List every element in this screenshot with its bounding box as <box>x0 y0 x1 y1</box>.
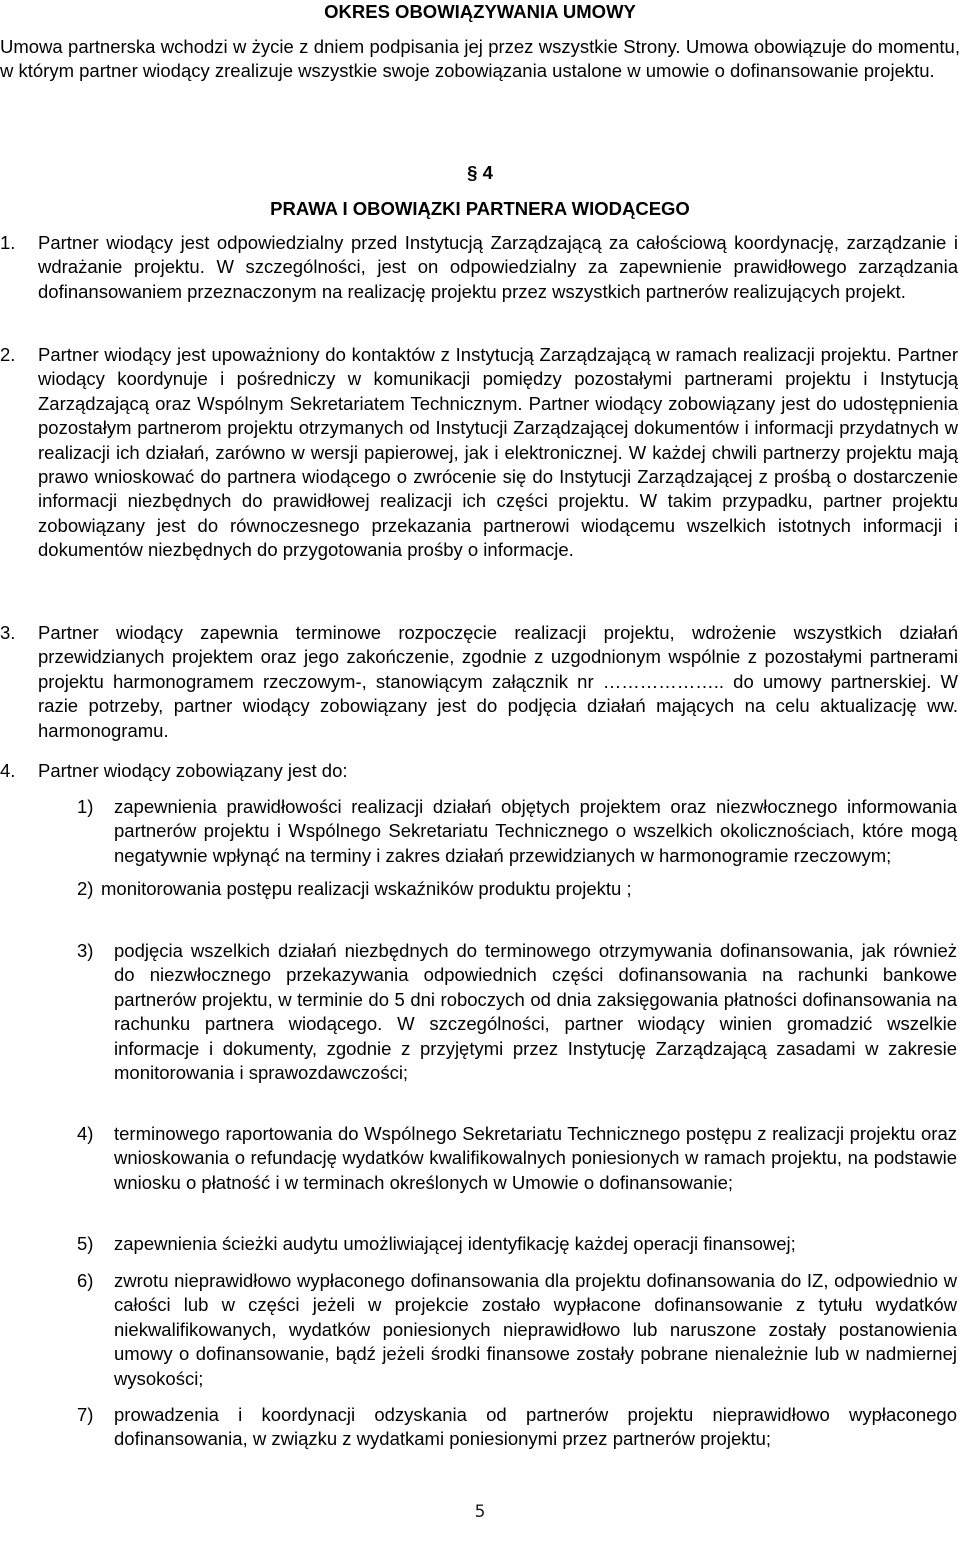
sub-point-text: podjęcia wszelkich działań niezbędnych do terminowego otrzymywania dofinansowania, jak również do niezwłocznego przekazywania odpowiednich części dofinansowania na rachunki bankowe partnerów projektu, w terminie do 5 dni roboczych od dnia zaksięgowania płatności dofinansowania na rachunku partnera wiodącego. W szczególności, partner wiodący winien gromadzić wszelkie informacje i dokumenty, zgodnie z przyjętymi przez Instytucję Zarządzającą zasadami w zakresie monitorowania i sprawozdawczości; <box>114 940 957 1084</box>
sub-point-4 <box>77 1122 957 1195</box>
point-number: 2. <box>0 344 16 365</box>
point-text: Partner wiodący zobowiązany jest do: <box>38 760 348 781</box>
sub-point-1 <box>77 795 957 868</box>
sub-point-text: zapewnienia ścieżki audytu umożliwiającej identyfikację każdej operacji finansowej; <box>114 1233 796 1254</box>
sub-point-number: 5) <box>77 1233 94 1254</box>
sub-point-number: 4) <box>77 1123 94 1144</box>
okres-paragraph: Umowa partnerska wchodzi w życie z dniem podpisania jej przez wszystkie Strony. Umowa obowiązuje do momentu, w którym partner wiodący zrealizuje wszystkie swoje zobowiązania ustalone w umowie o dofinansowanie projektu. <box>0 36 960 82</box>
point-3 <box>0 621 958 743</box>
sub-point-text: zapewnienia prawidłowości realizacji działań objętych projektem oraz niezwłocznego informowania partnerów projektu i Wspólnego Sekretariatu Technicznego o wszelkich okolicznościach, które mogą negatywnie wpłynąć na terminy i zakres działań przewidzianych w harmonogramie rzeczowym; <box>114 796 957 866</box>
point-text: Partner wiodący jest odpowiedzialny przed Instytucją Zarządzającą za całościową koordynację, zarządzanie i wdrażanie projektu. W szczególności, jest on odpowiedzialny za zapewnienie prawidłowego zarządzania dofinansowaniem przeznaczonym na realizację projektu przez wszystkich partnerów realizujących projekt. <box>38 232 958 302</box>
page-number: 5 <box>474 1502 486 1522</box>
sub-point-5 <box>77 1232 957 1256</box>
point-text: Partner wiodący zapewnia terminowe rozpoczęcie realizacji projektu, wdrożenie wszystkich działań przewidzianych projektem oraz jego zakończenie, zgodnie z uzgodnionym wspólnie z pozostałymi partnerami projektu harmonogramem rzeczowym-, stanowiącym załącznik nr ……………….. do umowy partnerskiej. W razie potrzeby, partner wiodący zobowiązany jest do podjęcia działań mających na celu aktualizację ww. harmonogramu. <box>38 622 958 741</box>
sub-point-text: monitorowania postępu realizacji wskaźników produktu projektu ; <box>101 878 632 899</box>
sub-point-number: 2) <box>77 878 94 899</box>
point-number: 4. <box>0 760 16 781</box>
section-title-prawa: PRAWA I OBOWIĄZKI PARTNERA WIODĄCEGO <box>270 198 690 219</box>
sub-point-text: terminowego raportowania do Wspólnego Sekretariatu Technicznego postępu z realizacji projektu oraz wnioskowania o refundację wydatków kwalifikowalnych poniesionych w ramach projektu, na podstawie wniosku o płatność i w terminach określonych w Umowie o dofinansowanie; <box>114 1123 957 1193</box>
point-4 <box>0 759 958 783</box>
sub-point-number: 3) <box>77 940 94 961</box>
sub-point-number: 7) <box>77 1404 94 1425</box>
sub-point-text: prowadzenia i koordynacji odzyskania od partnerów projektu nieprawidłowo wypłaconego dofinansowania, w związku z wydatkami poniesionymi przez partnerów projektu; <box>114 1404 957 1450</box>
sub-point-3 <box>77 939 957 1085</box>
point-number: 1. <box>0 232 16 253</box>
section-number: § 4 <box>467 162 493 183</box>
sub-point-7 <box>77 1403 957 1452</box>
sub-point-number: 1) <box>77 796 94 817</box>
point-2 <box>0 343 958 563</box>
sub-point-6 <box>77 1269 957 1391</box>
sub-point-2 <box>77 877 957 901</box>
section-title-okres: OKRES OBOWIĄZYWANIA UMOWY <box>324 1 636 22</box>
point-1 <box>0 231 958 304</box>
point-text: Partner wiodący jest upoważniony do kontaktów z Instytucją Zarządzającą w ramach realizacji projektu. Partner wiodący koordynuje i pośredniczy w komunikacji pomiędzy pozostałymi partnerami projektu i Instytucją Zarządzającą oraz Wspólnym Sekretariatem Technicznym. Partner wiodący zobowiązany jest do udostępnienia pozostałym partnerom projektu otrzymanych od Instytucji Zarządzającej dokumentów i informacji przydatnych w realizacji ich działań, zarówno w wersji papierowej, jak i elektronicznej. W każdej chwili partnerzy projektu mają prawo wnioskować do partnera wiodącego o zwrócenie się do Instytucji Zarządzającej z prośbą o dostarczenie informacji niezbędnych do prawidłowej realizacji ich części projektu. W takim przypadku, partner projektu zobowiązany jest do równoczesnego przekazania partnerowi wiodącemu wszelkich istotnych informacji i dokumentów niezbędnych do przygotowania prośby o informacje. <box>38 344 958 561</box>
sub-point-number: 6) <box>77 1270 94 1291</box>
sub-point-text: zwrotu nieprawidłowo wypłaconego dofinansowania dla projektu dofinansowania do IZ, odpowiednio w całości lub w części jeżeli w projekcie zostało wypłacone dofinansowanie z tytułu wydatków niekwalifikowanych, wydatków poniesionych nieprawidłowo lub naruszone zostały postanowienia umowy o dofinansowanie, bądź jeżeli środki finansowe zostały pobrane nienależnie lub w nadmiernej wysokości; <box>114 1270 957 1389</box>
point-number: 3. <box>0 622 16 643</box>
